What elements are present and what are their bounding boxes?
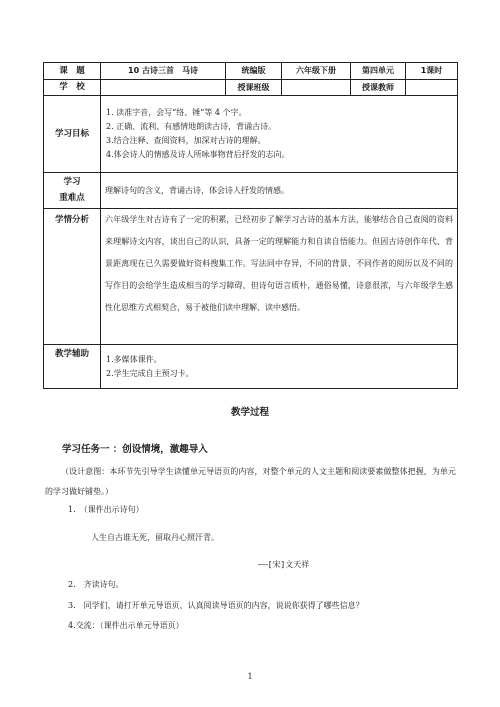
objectives-list <box>101 96 458 173</box>
task-title: 学习任务一 ：创设情境，激趣导入 <box>62 444 208 455</box>
table-row-objectives <box>44 96 458 173</box>
key-points-text: 理解诗句的含义，背诵古诗，体会诗人抒发的情感。 <box>101 173 458 209</box>
aid-item: 2.学生完成自主预习卡。 <box>106 368 194 378</box>
poem-line: 人生自古谁无死，留取丹心照汗青。 <box>91 533 219 542</box>
grade: 六年级下册 <box>282 63 351 80</box>
label-key-points-line1: 学习 <box>63 177 81 188</box>
step-3: 3. 同学们，请打开单元导语页，认真阅读导语页的内容，说说你获得了哪些信息？ <box>68 601 364 610</box>
school-value <box>101 80 226 96</box>
objective-item: 1. 读准字音，会写“络、锤”等 4 个字。 <box>106 108 247 117</box>
label-school: 学 校 <box>44 80 101 96</box>
objective-item: 4.体会诗人的情感及诗人所咏事物背后抒发的志向。 <box>106 150 290 159</box>
label-class: 授课班级 <box>226 80 282 96</box>
step-1: 1. （课件出示诗句） <box>68 505 144 514</box>
table-row-title <box>44 63 458 80</box>
aids-list <box>101 345 458 389</box>
step-2: 2. 齐读诗句。 <box>68 580 124 589</box>
label-teacher: 授课教师 <box>351 80 406 96</box>
lesson-info-table <box>43 62 458 389</box>
table-row-key-points <box>44 173 458 209</box>
teacher-value <box>406 80 458 96</box>
step-4: 4.交流：（课件出示单元导语页） <box>68 621 184 630</box>
edition: 统编版 <box>226 63 282 80</box>
section-title: 教学过程 <box>230 407 269 418</box>
objective-item: 3.结合注释、查阅资料，加深对古诗的理解。 <box>106 136 266 145</box>
aid-item: 1.多媒体课件。 <box>106 354 162 364</box>
label-aids: 教学辅助 <box>44 345 101 389</box>
lesson-title: 10 古诗三首 马诗 <box>101 63 226 80</box>
label-key-points <box>44 173 101 209</box>
analysis-text: 六年级学生对古诗有了一定的积累，已经初步了解学习古诗的基本方法，能够结合自己查阅的资料来理解诗文内容，谈出自己的认识，具备一定的理解能力和自读自悟能力。但因古诗创作年代、背景距离现在已久需要做好资料搜集工作。写法同中存异，不同的背景、不同作者的阅历以及不同的写作目的会给学生造成相当的学习障碍，但诗句语言质朴，通俗易懂，诗意很浓，与六年级学生感性化思维方式相契合，易于被他们读中理解、读中感悟。 <box>101 209 458 345</box>
label-objectives: 学习目标 <box>44 96 101 173</box>
objective-item: 2. 正确、流利、有感情地朗读古诗，背诵古诗。 <box>106 122 277 131</box>
page-number: 1 <box>247 672 253 681</box>
table-row-school <box>44 80 458 96</box>
class-value <box>282 80 351 96</box>
class-hours: 1课时 <box>406 63 458 80</box>
label-analysis: 学情分析 <box>44 209 101 345</box>
unit: 第四单元 <box>351 63 406 80</box>
poem-author: ——[宋]文天祥 <box>258 560 310 569</box>
table-row-aids <box>44 345 458 389</box>
table-row-analysis <box>44 209 458 345</box>
design-intent: （设计意图：本环节先引导学生读懂单元导语页的内容，对整个单元的人文主题和阅读要素做整体把握，为单元的学习做好铺垫。） <box>45 467 456 496</box>
label-key-points-line2: 重难点 <box>59 193 85 203</box>
label-ke-ti: 课 题 <box>44 63 101 80</box>
